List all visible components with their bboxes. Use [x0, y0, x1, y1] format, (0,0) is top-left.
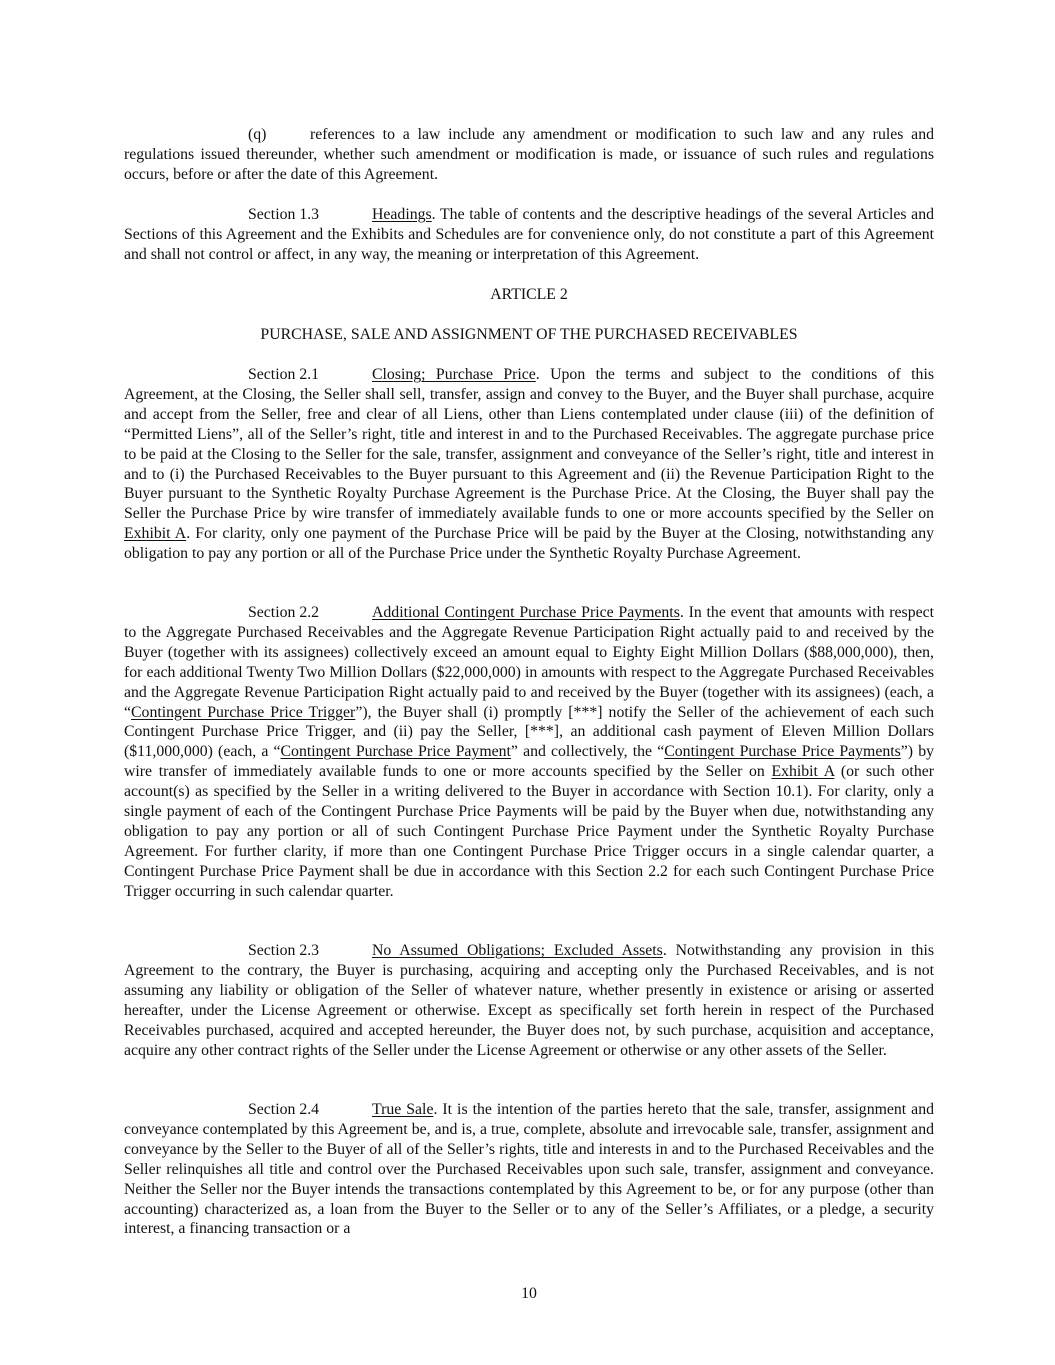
section-1-3-label: Section 1.3 [248, 206, 320, 223]
section-2-4 [124, 1100, 934, 1239]
section-1-3-text: . The table of contents and the descriptive headings of the several Articles and Sections of this Agreement and the Exhibits and Schedules are for convenience only, do not constitute a part of this Agreement and shall not control or affect, in any way, the meaning or interpretation of this Agreement. [124, 206, 934, 263]
section-2-2-text-3: ” and collectively, the “ [510, 743, 665, 761]
clause-q-label: (q) [248, 126, 267, 143]
section-2-1-text-1: . Upon the terms and subject to the conditions of this Agreement, at the Closing, the Seller shall sell, transfer, assign and convey to the Buyer, and the Buyer shall purchase, acquire and accept from the Seller, free and clear of all Liens, other than Liens contemplated under clause (iii) of the definition of “Permitted Liens”, all of the Seller’s right, title and interest in and to the Purchased Receivables. The aggregate purchase price to be paid at the Closing to the Seller for the sale, transfer, assignment and conveyance of the Seller’s right, title and interest in and to (i) the Purchased Receivables to the Buyer pursuant to this Agreement and (ii) the Revenue Participation Right to the Buyer pursuant to the Synthetic Royalty Purchase Agreement is the Purchase Price. At the Closing, the Buyer shall pay the Seller the Purchase Price by wire transfer of immediately available funds to one or more accounts specified by the Seller on [124, 366, 934, 523]
clause-q [124, 125, 934, 185]
section-2-3 [124, 941, 934, 1060]
section-2-1-label: Section 2.1 [248, 366, 320, 383]
article-number: ARTICLE 2 [490, 286, 568, 303]
section-1-3-heading: Headings [372, 206, 432, 223]
section-2-2-label: Section 2.2 [248, 604, 320, 621]
section-1-3 [124, 205, 934, 265]
section-2-2-heading: Additional Contingent Purchase Price Payments [372, 604, 680, 621]
exhibit-a-reference: Exhibit A [124, 525, 187, 543]
article-title: PURCHASE, SALE AND ASSIGNMENT OF THE PURCHASED RECEIVABLES [260, 326, 798, 343]
section-2-4-text: . It is the intention of the parties hereto that the sale, transfer, assignment and conveyance contemplated by this Agreement be, and is, a true, complete, absolute and irrevocable sale, transfer, assignment and conveyance by the Seller to the Buyer of all of the Seller’s rights, title and interests in and to the Purchased Receivables and the Seller relinquishes all title and control over the Purchased Receivables upon such sale, transfer, assignment and conveyance. Neither the Seller nor the Buyer intends the transactions contemplated by this Agreement to be, or for any purpose (other than accounting) characterized as, a loan from the Buyer to the Seller or to any of the Seller’s Affiliates, or a pledge, a security interest, a financing transaction or a [124, 1101, 934, 1238]
section-2-1-heading: Closing; Purchase Price [372, 366, 536, 383]
section-2-1 [124, 365, 934, 564]
section-2-3-heading: No Assumed Obligations; Excluded Assets [372, 942, 663, 959]
section-2-1-text-2: . For clarity, only one payment of the Purchase Price will be paid by the Buyer at the Closing, notwithstanding any obligation to pay any portion or all of the Purchase Price under the Synthetic Royalty Purchase Agreement. [124, 525, 934, 563]
defined-term-payments: Contingent Purchase Price Payments [664, 743, 901, 761]
section-2-2-text-4: ”) by wire transfer of immediately available funds to one or more accounts specified by the Seller on [124, 743, 934, 781]
exhibit-a-reference: Exhibit A [771, 763, 835, 781]
page-number: 10 [521, 1285, 537, 1302]
section-2-3-label: Section 2.3 [248, 942, 320, 959]
section-2-2-text-2: ”), the Buyer shall (i) promptly [***] notify the Seller of the achievement of each such Contingent Purchase Price Trigger, and (ii) pay the Seller, [***], an additional cash payment of Eleven Million Dollars ($11,000,000) (each, a “ [124, 703, 934, 761]
section-2-4-label: Section 2.4 [248, 1101, 320, 1118]
clause-q-text: references to a law include any amendment or modification to such law and any rules and regulations issued thereunder, whether such amendment or modification is made, or issuance of such rules and regulations occurs, before or after the date of this Agreement. [124, 126, 934, 183]
section-2-2-text-5: (or such other account(s) as specified by the Seller in a writing delivered to the Buyer in accordance with Section 10.1). For clarity, only a single payment of each of the Contingent Purchase Price Payments will be paid by the Buyer when due, notwithstanding any obligation to pay any portion or all of such Contingent Purchase Price Payment under the Synthetic Royalty Purchase Agreement. For further clarity, if more than one Contingent Purchase Price Trigger occurs in a single calendar quarter, a Contingent Purchase Price Payment shall be due in accordance with this Section 2.2 for each such Contingent Purchase Price Trigger occurring in such calendar quarter. [124, 763, 934, 900]
section-2-4-heading: True Sale [372, 1101, 434, 1118]
defined-term-payment: Contingent Purchase Price Payment [280, 743, 511, 761]
section-2-2 [124, 603, 934, 902]
section-2-3-text: . Notwithstanding any provision in this Agreement to the contrary, the Buyer is purchasing, acquiring and accepting only the Purchased Receivables, and is not assuming any liability or obligation of the Seller of whatever nature, whether presently in existence or arising or asserted hereafter, under the License Agreement or otherwise. Except as specifically set forth herein in respect of the Purchased Receivables purchased, acquired and accepted hereunder, the Buyer does not, by such purchase, acquisition and acceptance, acquire any other contract rights of the Seller under the License Agreement or otherwise or any other assets of the Seller. [124, 942, 934, 1059]
section-2-2-text-1: . In the event that amounts with respect to the Aggregate Purchased Receivables and the Aggregate Revenue Participation Right actually paid to and received by the Buyer (together with its assignees) collectively exceed an amount equal to Eighty Eight Million Dollars ($88,000,000), then, for each additional Twenty Two Million Dollars ($22,000,000) in amounts with respect to the Aggregate Purchased Receivables and the Aggregate Revenue Participation Right actually paid to and received by the Buyer (together with its assignees) (each, a “ [124, 604, 935, 721]
defined-term-trigger: Contingent Purchase Price Trigger [131, 703, 356, 721]
